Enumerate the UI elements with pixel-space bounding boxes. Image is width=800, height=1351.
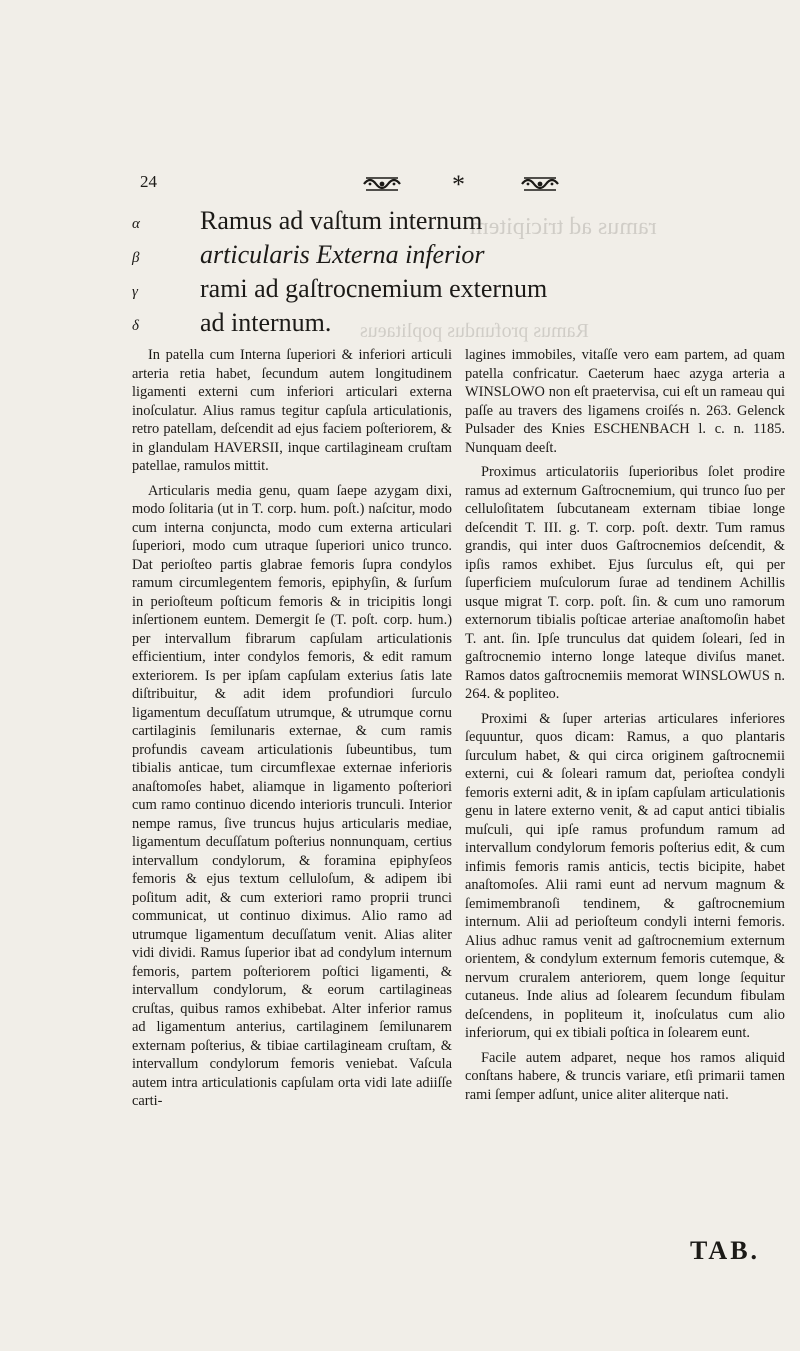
headpiece-ornament-icon	[362, 174, 402, 194]
catchword: TAB.	[690, 1236, 761, 1265]
paragraph: Facile autem adparet, neque hos ramos aliquid conſtans habere, & truncis variare, etſi primarii tamen rami ſemper adſunt, unice aliter aliterque nati.	[465, 1049, 785, 1103]
legend-row	[132, 206, 592, 240]
paragraph: Articularis media genu, quam ſaepe azygam dixi, modo ſolitaria (ut in T. corp. hum. poſt.) naſcitur, modo cum interna conjuncta, modo cum externa articulari ſuperiori, modo cum utraque ſuperiori unico trunco. Dat perioſteo partis glabrae femoris ſupra condylos ramum circumlegentem femoris, epiphyſin, & ſurſum in perioſteum poſticum femoris & in tricipitis longi inſertionem euntem. Demergit ſe (T. poſt. corp. hum.) per intervallum fibrarum capſulam articulationis efficientium, inter condylos femoris, & edit ramum exteriorem. Is per ipſam capſulam exterius ſatis late diſtribuitur, & adit idem profundiori ſurculo ligamentum decuſſatum utrumque, & utrumque cornu cartilaginis ſemilunaris externae, & cum ramis profundis caveam articulationis ſubeuntibus, tum tibialis anticae, tum circumflexae externae inferioris anaſtomoſes habet, aliamque in ligamento poſteriori cum ramo continuo dicendo interioris trunculi. Interior nempe ramus, ſive truncus hujus articularis mediae, ligamentum decuſſatum poſterius nonnunquam, certius intervallum condylorum, & foramina epiphyſeos femoris & ejus textum celluloſum, & adipem ibi poſitum adit, & cum exteriori ramo proprii trunci communicat, ut continuo diximus. Alio ramo ad utrumque ligamentum decuſſatum venit. Alias aliter vidi dividi. Ramus ſuperior ibat ad condylum internum femoris, partem poſteriorem poſtici ligamenti, & intervallum condylorum, & eorum cartilagineas cruſtas, quibus ramos exhibebat. Alter inferior ramus ad ligamentum anterius, cartilaginem ſemilunarem externam poſterius, & tibiae cartilagineam cruſtam, & intervallum condylorum femoris veniebat. Vaſcula autem intra articulationis capſulam orta vidi late adiiſſe carti-	[132, 482, 452, 1109]
show-through-text: Ramus profundus poplitaeus	[360, 320, 589, 342]
show-through-text: ramus ad tricipitem	[470, 214, 657, 240]
legend-row	[132, 240, 592, 274]
legend-text: rami ad gaſtrocnemium externum	[200, 274, 548, 303]
page-number: 24	[140, 172, 157, 191]
paragraph: In patella cum Interna ſuperiori & inferiori articuli arteria retia habet, ſecundum autem longitudinem ligamenti externi cum inferiori articulari externa inoſculatur. Alius ramus tegitur capſula articulationis, retro patellam, deſcendit ad ejus faciem poſteriorem, & in glandulam HAVERSII, inque cartilagineam cruſtam patellae, ramulos mittit.	[132, 347, 452, 474]
legend-text: ad internum.	[200, 308, 332, 337]
headpiece-ornament-icon	[520, 174, 560, 194]
paragraph: Proximus articulatoriis ſuperioribus ſolet prodire ramus ad externum Gaſtrocnemium, qui trunco ſuo per celluloſitatem ſubcutaneam externam tibiae longe deſcendit T. III. g. T. corp. poſt. dextr. Tum ramus grandis, qui inter duos Gaſtrocnemios deſcendit, & ipſis ramos exhibet. Ejus ſurculus eſt, qui per ſuperficiem muſculorum ſurae ad tendinem Achillis usque migrat T. corp. poſt. ſin. & cum uno ramorum externorum tibialis poſticae arteriae anaſtomoſin habet T. ant. ſin. Ipſe trunculus dat quidem ſoleari, ſed in gaſtrocnemio interno longe lateque diviſus manet. Ramos datos gaſtrocnemiis memorat WINSLOWUS n. 264. & poplitео.	[465, 464, 785, 702]
legend-letter: γ	[132, 284, 138, 300]
legend-text: Ramus ad vaſtum internum	[200, 206, 483, 235]
legend-row	[132, 274, 592, 308]
figure-legend	[132, 206, 592, 342]
legend-letter: δ	[132, 318, 139, 334]
running-header	[140, 172, 640, 198]
legend-row	[132, 308, 592, 342]
legend-letter: β	[132, 250, 140, 266]
paragraph: Proximi & ſuper arterias articulares inferiores ſequuntur, quos dicam: Ramus, a quo plantaris ſurculum habet, & qui circa originem gaſtrocnemii externi, cui & ſoleari ramum dat, perioſtea condyli femoris externi adit, & in ipſam capſulam articulationis genu in latere externo venit, & ad caput antici tibialis muſculi, qui ipſe ramus profundum ramum ad intervallum condylorum femoris poſterius edit, & cum infimis femoris ramis anticis, tectis bicipite, habet anaſtomoſes. Alii rami eunt ad nervum magnum & ſemimembranoſi tendinem, & gaſtrocnemium internum. Alii ad perioſteum condyli interni femoris. Alius adhuc ramus venit ad gaſtrocnemium externum orientem, & condylum externum femoris cutemque, & nervum cruralem anteriorem, quem longe ſequitur cutaneus. Inde alius ad ſolearem ſecundum fibulam deſcendens, in popliteum it, inoſculatus cum alio inferiorum, qui ex tibiali poſtica in ſolearem eunt.	[465, 710, 785, 1041]
legend-text: articularis Externa inferior	[200, 240, 485, 269]
asterisk-ornament: *	[452, 170, 465, 199]
left-column	[132, 346, 452, 1117]
right-column	[465, 346, 785, 1110]
paragraph: lagines immobiles, vitaſſe vero eam partem, ad quam patella confricatur. Caeterum haec azyga arteria a WINSLOWO non eſt praetervisa, cui eſt un rameau qui paſſe au travers des ligamens croiſés n. 263. Gelenck Pulsader des Knies ESCHENBACH l. c. n. 1185. Nunquam deeſt.	[465, 347, 785, 456]
legend-letter: α	[132, 216, 140, 232]
